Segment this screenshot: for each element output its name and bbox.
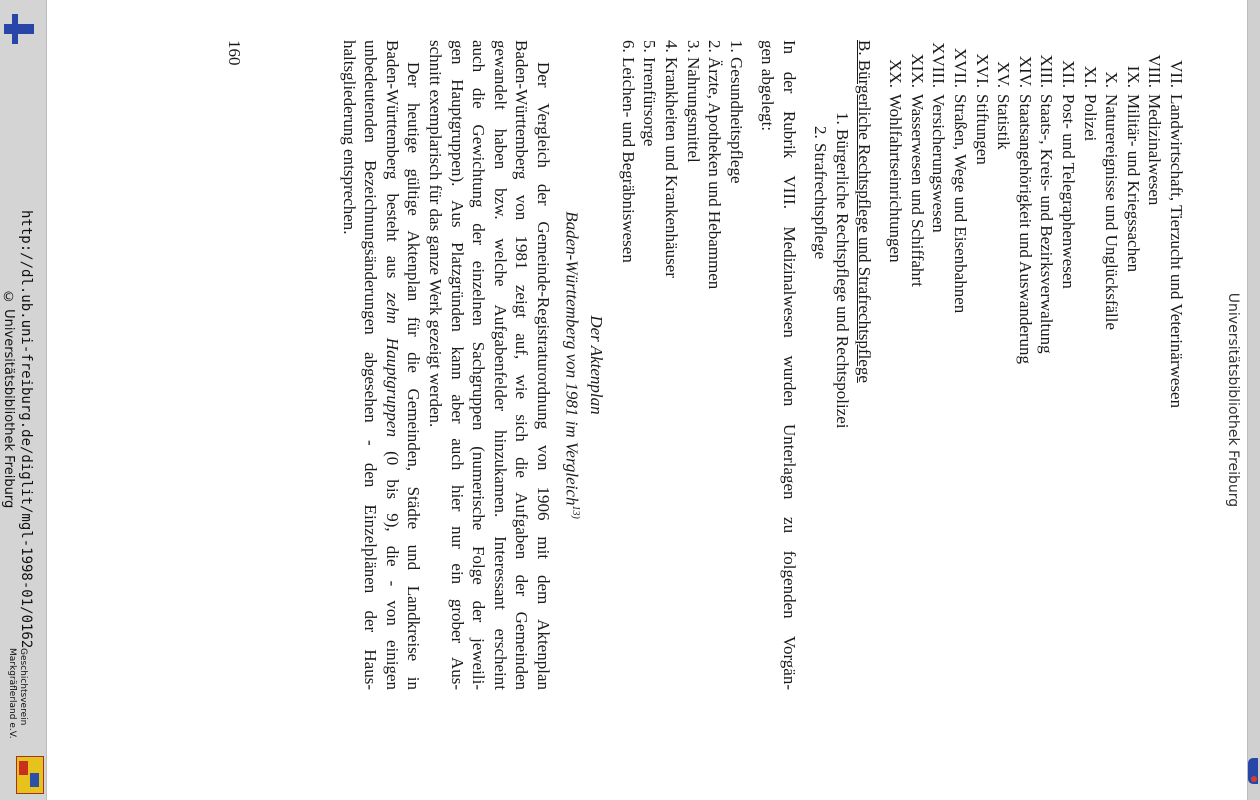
rubrik-list-item	[1144, 40, 1166, 690]
rubrik-number: VIII.	[1145, 54, 1165, 88]
rubrik-label: Medizinalwesen	[1145, 94, 1165, 206]
rubrik-list-item	[993, 40, 1015, 690]
page-body	[338, 40, 1187, 690]
rotated-page-content	[217, 0, 1247, 800]
crest-icon	[16, 756, 44, 794]
paragraph-1	[446, 40, 554, 690]
section-b-item: 2. Strafrechtspflege	[811, 126, 831, 260]
rubrik-list-item	[1036, 40, 1058, 690]
paragraph-line: haltsgliederung entsprechen.	[339, 40, 359, 235]
rubrik-list-item	[1101, 40, 1123, 690]
rubrik-label: Wohlfahrtseinrichtungen	[886, 94, 906, 263]
rubrik-label: Militär- und Kriegssachen	[1123, 94, 1143, 273]
medizin-list-item: 3. Nahrungsmittel	[683, 40, 703, 163]
rubrik-list-item	[971, 40, 993, 690]
library-logo-dot-icon	[1251, 776, 1257, 782]
rubrik-number: XI.	[1080, 65, 1100, 88]
rubrik-number: XVIII.	[929, 42, 949, 88]
rubrik-label: Staatsangehörigkeit und Auswanderung	[1015, 94, 1035, 365]
rubrik-label: Landwirtschaft, Tierzucht und Veterinärwesen	[1167, 94, 1186, 409]
rubrik-paragraph-line: In der Rubrik VIII. Medizinalwesen wurden Unterlagen zu folgenden Vorgän-	[779, 40, 799, 690]
rubrik-number: IX.	[1123, 65, 1143, 88]
rubrik-label: Wasserwesen und Schiffahrt	[907, 94, 927, 287]
scanned-page	[47, 0, 1247, 800]
section-b-heading: B. Bürgerliche Rechtspflege und Strafrechtspflege	[854, 40, 874, 383]
rubrik-list-item	[906, 40, 928, 690]
paragraph-line: Der heutige gültige Aktenplan für die Gemeinden, Städte und Landkreise in	[404, 62, 424, 690]
rubrik-label: Polizei	[1080, 94, 1100, 142]
rubrik-list-item	[1014, 40, 1036, 690]
paragraph-line: Baden-Württemberg besteht aus zehn Hauptgruppen (0 bis 9), die - von einigen	[382, 40, 402, 691]
medizin-list-item: 6. Leichen- und Begräbniswesen	[618, 40, 638, 263]
rubrik-label: Statistik	[994, 94, 1014, 150]
rubrik-number: XIX.	[907, 53, 927, 88]
rubrik-paragraph-line: gen abgelegt:	[758, 40, 778, 132]
paragraph-line: gen Hauptgruppen). Aus Platzgründen kann aber auch hier nur ein grober Aus-	[447, 40, 467, 690]
rubrik-number: XX.	[886, 59, 906, 88]
viewer-mark-icon	[4, 24, 34, 34]
medizin-list	[617, 40, 747, 690]
paragraph-line: gewandelt haben bzw. welche Aufgabenfelder hinzukamen. Interessant erscheint	[490, 40, 510, 690]
paragraph-line: Der Vergleich der Gemeinde-Registraturordnung von 1906 mit dem Aktenplan	[533, 62, 553, 690]
watermark-text: Universitätsbibliothek Freiburg	[1225, 292, 1241, 508]
rubrik-list-item	[1057, 40, 1079, 690]
section-title: Der Aktenplan	[587, 315, 607, 415]
rubrik-number: XVI.	[972, 53, 992, 88]
rubrik-label: Staats-, Kreis- und Bezirksverwaltung	[1037, 94, 1057, 354]
rubrik-number: XII.	[1059, 60, 1079, 88]
rubrik-label: Stiftungen	[972, 94, 992, 165]
paragraph-line: Baden-Württemberg von 1981 zeigt auf, wie sich die Aufgaben der Gemeinden	[512, 40, 532, 690]
rubrik-number: XV.	[994, 61, 1014, 88]
rubrik-number: XIV.	[1015, 55, 1035, 88]
rubrik-list-item	[885, 40, 907, 690]
page-number: 160	[225, 40, 244, 66]
medizin-list-item: 4. Krankheiten und Krankenhäuser	[661, 40, 681, 278]
viewer-right-strip	[1247, 0, 1260, 800]
rubrik-list-item	[1122, 40, 1144, 690]
medizin-list-item: 5. Irrenfürsorge	[640, 40, 660, 147]
rubrik-list-item	[1165, 40, 1187, 690]
medizin-list-item: 2. Ärzte, Apotheken und Hebammen	[705, 40, 725, 290]
rubrik-label: Straßen, Wege und Eisenbahnen	[951, 94, 971, 314]
source-url: http://dl.ub.uni-freiburg.de/diglit/mgl-1998-01/0162	[18, 210, 34, 649]
rubrik-number: XIII.	[1037, 54, 1057, 88]
copyright-text: © Universitätsbibliothek Freiburg	[1, 290, 16, 509]
rubrik-number: VII.	[1167, 60, 1186, 88]
section-subtitle: Baden-Württemberg von 1981 im Vergleich$^{13)}$	[561, 211, 581, 519]
rubrik-number: XVII.	[951, 47, 971, 88]
viewer-mark-icon-bar	[12, 14, 18, 44]
medizin-list-item: 1. Gesundheitspflege	[726, 40, 746, 184]
society-logo-text: Geschichtsverein Markgräflerland e.V.	[7, 648, 28, 739]
rubrik-list	[885, 40, 1187, 690]
rubrik-label: Naturereignisse und Unglücksfälle	[1102, 94, 1122, 331]
rubrik-label: Post- und Telegraphenwesen	[1059, 94, 1079, 289]
rubrik-list-item	[949, 40, 971, 690]
rubrik-list-item	[928, 40, 950, 690]
section-b-item: 1. Bürgerliche Rechtspflege und Rechtspolizei	[833, 112, 853, 429]
paragraph-line: auch die Gewichtung der einzelnen Sachgruppen (numerische Folge der jeweili-	[469, 40, 489, 690]
rubrik-label: Versicherungswesen	[929, 94, 949, 233]
rubrik-number: X.	[1102, 71, 1122, 88]
paragraph-line: schnitt exemplarisch für das ganze Werk gezeigt werden.	[426, 40, 445, 428]
paragraph-line: unbedeutenden Bezeichnungsänderungen abgesehen - den Einzelplänen der Haus-	[361, 40, 381, 690]
rubrik-list-item	[1079, 40, 1101, 690]
viewer-left-strip	[0, 0, 47, 800]
